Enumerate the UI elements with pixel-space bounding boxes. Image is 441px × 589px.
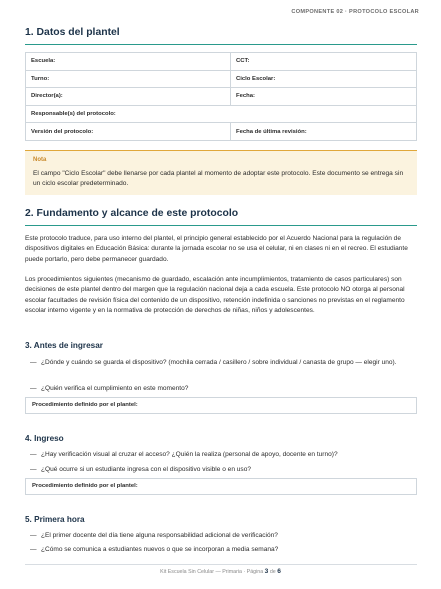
list-item-text: ¿Qué ocurre si un estudiante ingresa con el dispositivo visible o en uso? xyxy=(41,466,251,473)
field-ciclo-escolar[interactable]: Ciclo Escolar: xyxy=(231,70,417,88)
running-header: COMPONENTE 02 · PROTOCOLO ESCOLAR xyxy=(291,9,419,15)
list-item xyxy=(30,358,415,368)
dash-bullet-icon: — xyxy=(30,359,37,366)
page-footer xyxy=(0,568,441,575)
table-row xyxy=(26,88,417,106)
table-row xyxy=(26,105,417,123)
dash-bullet-icon: — xyxy=(30,546,37,553)
table-row xyxy=(26,70,417,88)
field-cct[interactable]: CCT: xyxy=(231,53,417,71)
field-director[interactable]: Director(a): xyxy=(26,88,231,106)
paragraph-fundamento-1: Este protocolo traduce, para uso interno del plantel, el principio general establecido por el Acuerdo Nacional para la regulación de dispositivos digitales en Educación Básica: durante la jornada escolar no se usa el celular, ni en clases ni en el recreo. El estudiante puede portarlo, pero debe permanecer guardado. xyxy=(25,235,408,263)
list-item-text: ¿Dónde y cuándo se guarda el dispositivo? (mochila cerrada / casillero / sobre individual / canasta de grupo — elegir uno). xyxy=(41,359,397,366)
list-item-text: ¿Cómo se comunica a estudiantes nuevos o que se incorporan a media semana? xyxy=(41,546,279,553)
section-heading-antes-de-ingresar: 3. Antes de ingresar xyxy=(25,341,103,350)
section-heading-primera-hora: 5. Primera hora xyxy=(25,515,85,524)
procedure-field[interactable] xyxy=(25,478,417,495)
dash-bullet-icon: — xyxy=(30,385,37,392)
field-turno[interactable]: Turno: xyxy=(26,70,231,88)
field-version[interactable]: Versión del protocolo: xyxy=(26,123,231,141)
table-row xyxy=(26,53,417,71)
footer-of: de xyxy=(269,569,276,575)
list-item xyxy=(30,545,415,555)
heading-rule xyxy=(25,225,417,226)
list-item xyxy=(30,384,415,394)
section-heading-ingreso: 4. Ingreso xyxy=(25,434,64,443)
list-item xyxy=(30,531,415,541)
table-row xyxy=(26,123,417,141)
note-body: El campo "Ciclo Escolar" debe llenarse por cada plantel al momento de adoptar este protocolo. Este documento se entrega sin un ciclo escolar predeterminado. xyxy=(33,170,404,188)
dash-bullet-icon: — xyxy=(30,532,37,539)
field-fecha-revision[interactable]: Fecha de última revisión: xyxy=(231,123,417,141)
paragraph-fundamento-2: Los procedimientos siguientes (mecanismo de guardado, escalación ante incumplimientos, tratamiento de casos particulares) son decisiones de este plantel dentro del margen que la regulación nacional deja a cada escuela. Este protocolo NO otorga al personal escolar facultades de revisión física del contenido de un dispositivo, retención indefinida o sanciones no previstas en el reglamento escolar interno vigente y en la normativa de protección de derechos de niñas, niños y adolescentes. xyxy=(25,276,405,314)
list-item-text: ¿El primer docente del día tiene alguna responsabilidad adicional de verificación? xyxy=(41,532,278,539)
section-heading-fundamento: 2. Fundamento y alcance de este protocolo xyxy=(25,208,239,219)
field-responsables[interactable]: Responsable(s) del protocolo: xyxy=(26,105,417,123)
footer-text: Kit Escuela Sin Celular — Primaria · Página xyxy=(160,569,264,575)
page-total: 6 xyxy=(277,568,281,575)
list-item-text: ¿Hay verificación visual al cruzar el acceso? ¿Quién la realiza (personal de apoyo, docente en turno)? xyxy=(41,451,338,458)
school-data-table xyxy=(25,52,417,141)
note-title: Nota xyxy=(33,157,47,163)
list-item-text: ¿Quién verifica el cumplimiento en este momento? xyxy=(41,385,189,392)
procedure-label: Procedimiento definido por el plantel: xyxy=(32,483,138,489)
procedure-field[interactable] xyxy=(25,397,417,414)
footer-rule xyxy=(25,564,417,565)
dash-bullet-icon: — xyxy=(30,466,37,473)
note-callout xyxy=(25,150,417,195)
dash-bullet-icon: — xyxy=(30,451,37,458)
field-fecha[interactable]: Fecha: xyxy=(231,88,417,106)
heading-rule xyxy=(25,44,417,45)
list-item xyxy=(30,465,415,475)
section-heading-datos: 1. Datos del plantel xyxy=(25,27,120,38)
page-number: 3 xyxy=(264,568,269,575)
procedure-label: Procedimiento definido por el plantel: xyxy=(32,402,138,408)
field-escuela[interactable]: Escuela: xyxy=(26,53,231,71)
list-item xyxy=(30,450,415,460)
